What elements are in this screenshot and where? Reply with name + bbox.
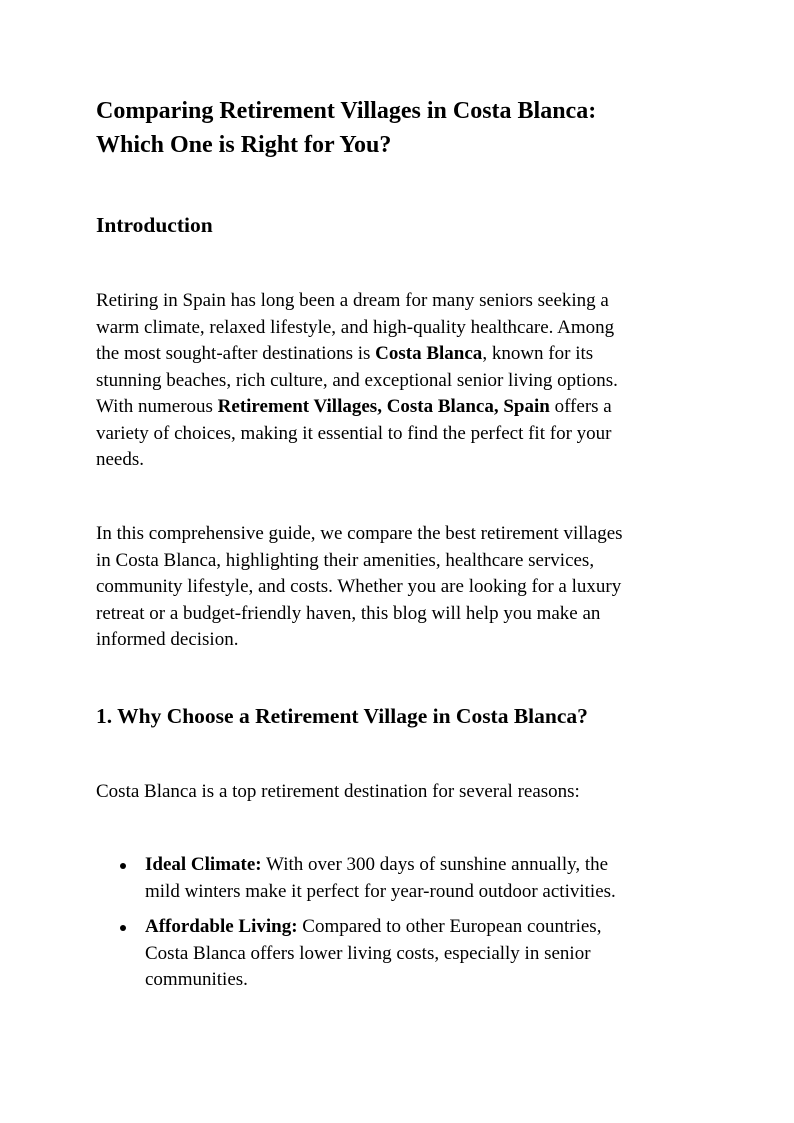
intro-paragraph-1 <box>96 288 696 474</box>
list-item-affordable-living <box>96 914 696 994</box>
bold-term-retirement-villages: Retirement Villages, Costa Blanca, Spain <box>217 396 550 417</box>
list-item-label: Ideal Climate: <box>145 854 262 875</box>
section-1-heading: 1. Why Choose a Retirement Village in Costa Blanca? <box>96 704 588 728</box>
text-line: In this comprehensive guide, we compare the best retirement villages <box>96 523 623 544</box>
text-line: communities. <box>145 969 248 990</box>
text-run: offers a <box>549 396 612 417</box>
text-line <box>96 341 696 368</box>
bullet-icon <box>120 863 126 869</box>
text-line: informed decision. <box>96 629 239 650</box>
page-title <box>96 94 716 162</box>
text-line: warm climate, relaxed lifestyle, and high-quality healthcare. Among <box>96 316 615 338</box>
section-1-paragraph <box>96 779 696 806</box>
text-line: Retiring in Spain has long been a dream for many seniors seeking a <box>96 290 609 311</box>
bullet-icon <box>120 925 126 931</box>
text-line <box>96 394 696 421</box>
intro-paragraph-2 <box>96 521 696 654</box>
list-item-ideal-climate <box>96 852 696 905</box>
text-line: Costa Blanca offers lower living costs, especially in senior <box>145 942 591 964</box>
text-run: , known for its <box>482 343 594 364</box>
text-run: With numerous <box>96 396 218 417</box>
text-run: With over 300 days of sunshine annually, the <box>261 854 609 875</box>
page-title-line-1: Comparing Retirement Villages in Costa Blanca: <box>96 98 597 124</box>
text-line: mild winters make it perfect for year-round outdoor activities. <box>145 880 616 902</box>
reasons-list <box>96 852 696 1003</box>
text-line: Costa Blanca is a top retirement destination for several reasons: <box>96 781 580 802</box>
text-run: the most sought-after destinations is <box>96 343 376 364</box>
text-line: needs. <box>96 449 145 470</box>
text-line: variety of choices, making it essential to find the perfect fit for your <box>96 422 612 444</box>
bold-term-costa-blanca: Costa Blanca <box>375 343 483 364</box>
list-item-label: Affordable Living: <box>145 916 298 937</box>
text-line: community lifestyle, and costs. Whether you are looking for a luxury <box>96 576 622 597</box>
page-title-line-2: Which One is Right for You? <box>96 132 392 158</box>
introduction-heading: Introduction <box>96 213 213 237</box>
text-line: in Costa Blanca, highlighting their amenities, healthcare services, <box>96 549 595 571</box>
text-run: Compared to other European countries, <box>297 916 602 937</box>
text-line: retreat or a budget-friendly haven, this blog will help you make an <box>96 602 601 624</box>
text-line: stunning beaches, rich culture, and exceptional senior living options. <box>96 369 618 391</box>
text-line <box>145 914 696 941</box>
text-line <box>145 852 696 879</box>
